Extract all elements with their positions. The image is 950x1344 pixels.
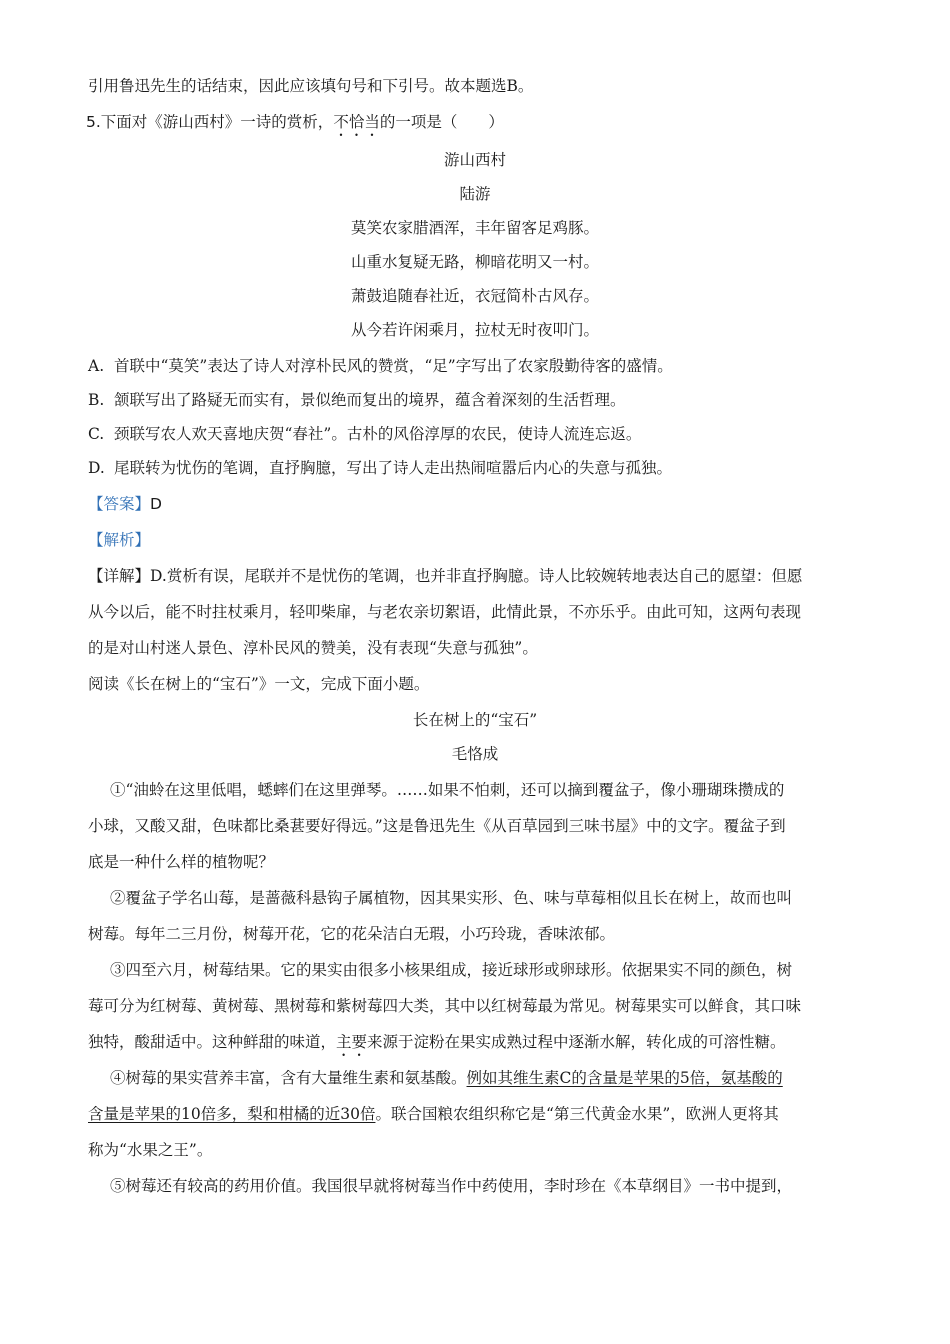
option-d (88, 458, 672, 478)
question-number: 5. (86, 113, 101, 131)
question-5-stem (86, 112, 504, 140)
detail-line-1 (88, 566, 802, 586)
option-text: 颈联写农人欢天喜地庆贺“春社”。古朴的风俗淳厚的农民，使诗人流连忘返。 (114, 425, 642, 443)
emphasized-word: 主要 (336, 1033, 368, 1051)
paragraph-3-text: 来源于淀粉在果实成熟过程中逐渐水解，转化成的可溶性糖。 (367, 1033, 786, 1051)
paragraph-5-line: ⑤树莓还有较高的药用价值。我国很早就将树莓当作中药使用，李时珍在《本草纲目》一书中提到， (110, 1177, 793, 1195)
poem-line: 山重水复疑无路，柳暗花明又一村。 (350, 253, 599, 271)
question-stem-part1: 下面对《游山西村》一诗的赏析， (100, 113, 334, 131)
paragraph-1-line: 底是一种什么样的植物呢？ (88, 853, 275, 871)
detail-line-2: 从今以后，能不时拄杖乘月，轻叩柴扉，与老农亲切絮语，此情此景，不亦乐乎。由此可知，这两句表现 (88, 603, 802, 621)
detail-tag: 【详解】 (88, 567, 151, 585)
paragraph-3-line (88, 1032, 786, 1060)
option-text: 尾联转为忧伤的笔调，直抒胸臆，写出了诗人走出热闹喧嚣后内心的失意与孤独。 (114, 459, 673, 477)
question-stem-emphasis: 不恰当 (333, 113, 380, 131)
answer-line (88, 494, 162, 514)
option-text: 首联中“莫笑”表达了诗人对淳朴民风的赞赏，“足”字写出了农家殷勤待客的盛情。 (114, 357, 673, 375)
underlined-sentence: 含量是苹果的10倍多，梨和柑橘的近30倍 (88, 1105, 376, 1123)
previous-answer-tail: 引用鲁迅先生的话结束，因此应该填句号和下引号。故本题选B。 (88, 77, 534, 95)
option-label: A. (88, 357, 105, 375)
answer-tag: 【答案】 (88, 495, 151, 513)
poem-line: 莫笑农家腊酒浑，丰年留客足鸡豚。 (350, 219, 599, 237)
paragraph-4-line: 称为“水果之王”。 (88, 1141, 213, 1159)
option-a (88, 356, 673, 376)
paragraph-4-text: 。联合国粮农组织称它是“第三代黄金水果”，欧洲人更将其 (375, 1105, 779, 1123)
poem-author: 陆游 (459, 185, 491, 203)
paragraph-1-line: 小球，又酸又甜，色味都比桑葚要好得远。”这是鲁迅先生《从百草园到三味书屋》中的文字。覆盆子到 (88, 817, 786, 835)
paragraph-3-text: 独特，酸甜适中。这种鲜甜的味道， (88, 1033, 337, 1051)
paragraph-1-line: ①“油蛉在这里低唱，蟋蟀们在这里弹琴。……如果不怕刺，还可以摘到覆盆子，像小珊瑚珠攒成的 (110, 781, 785, 799)
underlined-sentence: 例如其维生素C的含量是苹果的5倍，氨基酸的 (466, 1069, 783, 1087)
option-label: D. (88, 459, 105, 477)
option-b (88, 390, 626, 410)
paragraph-3-line: 莓可分为红树莓、黄树莓、黑树莓和紫树莓四大类，其中以红树莓最为常见。树莓果实可以鲜食，其口味 (88, 997, 802, 1015)
article-author: 毛恪成 (451, 745, 499, 763)
question-stem-part2: 的一项是（ ） (379, 113, 504, 131)
article-title: 长在树上的“宝石” (412, 711, 538, 729)
reading-intro: 阅读《长在树上的“宝石”》一文，完成下面小题。 (88, 675, 430, 693)
poem-line: 萧鼓追随春社近，衣冠简朴古风存。 (350, 287, 599, 305)
poem-title: 游山西村 (443, 151, 506, 169)
answer-value: D (150, 495, 162, 513)
paragraph-4-line (110, 1068, 783, 1088)
option-label: C. (88, 425, 105, 443)
poem-line: 从今若许闲乘月，拉杖无时夜叩门。 (350, 321, 599, 339)
option-label: B. (88, 391, 105, 409)
detail-line-3: 的是对山村迷人景色、淳朴民风的赞美，没有表现“失意与孤独”。 (88, 639, 538, 657)
analysis-tag: 【解析】 (88, 531, 151, 549)
paragraph-4-line (88, 1104, 779, 1124)
paragraph-4-text: ④树莓的果实营养丰富，含有大量维生素和氨基酸。 (110, 1069, 467, 1087)
detail-text: D.赏析有误，尾联并不是忧伤的笔调，也并非直抒胸臆。诗人比较婉转地表达自己的愿望：但愿 (150, 567, 803, 585)
option-c (88, 424, 641, 444)
paragraph-2-line: 树莓。每年二三月份，树莓开花，它的花朵洁白无瑕，小巧玲珑，香味浓郁。 (88, 925, 616, 943)
paragraph-3-line: ③四至六月，树莓结果。它的果实由很多小核果组成，接近球形或卵球形。依据果实不同的颜色，树 (110, 961, 793, 979)
option-text: 颔联写出了路疑无而实有，景似绝而复出的境界，蕴含着深刻的生活哲理。 (114, 391, 626, 409)
paragraph-2-line: ②覆盆子学名山莓，是蔷薇科悬钩子属植物，因其果实形、色、味与草莓相似且长在树上，故而也叫 (110, 889, 793, 907)
